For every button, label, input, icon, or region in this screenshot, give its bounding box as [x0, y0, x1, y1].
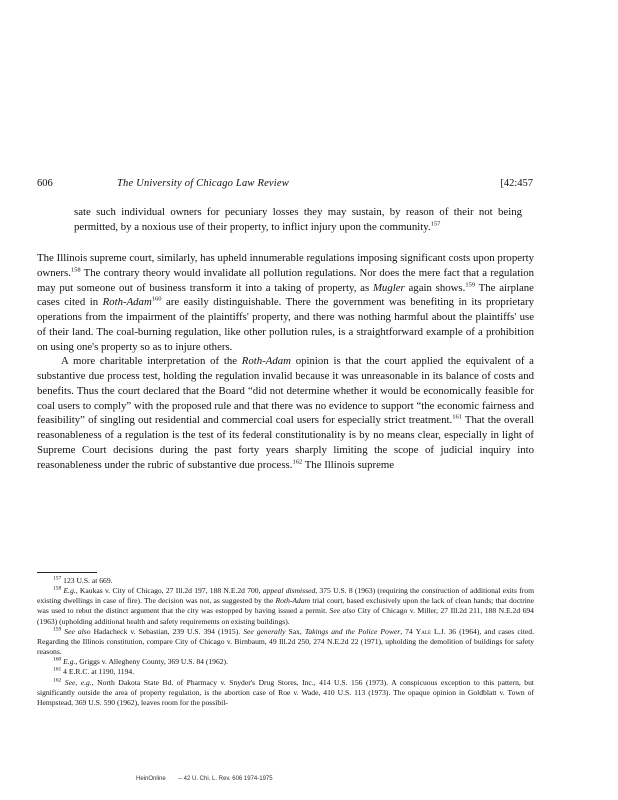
- footnote-divider: [37, 572, 97, 573]
- italic-text: Takings and the Police Power: [304, 626, 401, 636]
- quote-text: sate such individual owners for pecuniary losses they may sustain, by reason of their not being permitted, by a noxious use of their property, to inflict injury upon the community.: [74, 206, 522, 233]
- italic-text: appeal dismissed: [262, 586, 316, 596]
- footnote-text: 123 U.S. at 669.: [63, 576, 113, 585]
- paragraph: [37, 251, 534, 354]
- text-run: A more charitable interpretation of the: [61, 355, 242, 368]
- text-run: The Illinois supreme: [302, 458, 395, 471]
- running-header: [37, 178, 533, 192]
- text-run: The Illinois supreme court, similarly, has upheld innumerable regulations imposing significant costs upon property owners.: [37, 252, 534, 279]
- footnote-item: [37, 627, 534, 657]
- footnote-ref[interactable]: 161: [452, 413, 462, 421]
- footnote-ref[interactable]: 158: [70, 266, 81, 274]
- footnote-item: [37, 576, 534, 586]
- text-run: opinion is that the court applied the equivalent of a substantive due process test, holding the regulation invalid because it was unreasonable in its balance of costs and benefits. Thus the court declared that the Board “did not determine whether it would be economically feasible for coal users to comply” with the proposed rule and that there was no evidence to support “the economic fairness and feasibility” of singling out residential and commercial coal users for especially strict treatment.: [37, 355, 534, 427]
- footer-brand: HeinOnline: [136, 776, 166, 782]
- footnote-text: 36 (1964), and cases cited. Regarding the Illinois constitution, compare City of Chicago v. Birnbaum, 49 Ill.2d 250, 274 N.E.2d 22 (1971), upholding the demolition of buildings for safety reasons.: [37, 626, 534, 657]
- italic-text: E.g.: [63, 586, 76, 596]
- block-quote: [74, 205, 522, 235]
- footnote-text: , Kaukas v. City of Chicago, 27 Ill.2d 197, 188 N.E.2d 700,: [75, 586, 263, 596]
- volume-cite: [42:457: [500, 178, 533, 189]
- page-number: 606: [37, 178, 53, 189]
- footnote-number: 162: [53, 677, 62, 684]
- footnote-text: , 375 U.S. 8 (1963) (requiring the construction of additional exits from existing dwellings in case of fire). The decision was not, as suggested by the: [37, 586, 534, 606]
- footer-reference: -- 42 U. Chi. L. Rev. 606 1974-1975: [178, 776, 273, 782]
- text-run: again shows.: [404, 281, 466, 294]
- italic-text: Roth-Adam: [275, 596, 311, 606]
- footnote-text: Hadacheck v. Sebastian, 239 U.S. 394 (1915).: [90, 626, 244, 636]
- italic-text: See, e.g.: [64, 677, 92, 687]
- italic-text: See also: [329, 606, 356, 616]
- italic-text: E.g.: [63, 657, 76, 667]
- italic-text: See generally: [243, 626, 286, 636]
- text-run: That the overall reasonableness of a regulation is the test of its federal constitutionality is by no means clear, especially in light of Supreme Court decisions during the past forty years sharply limiting the scope of judicial inquiry into reasonableness under the rubric of substantive due process.: [37, 414, 534, 471]
- footnote-text: , North Dakota State Bd. of Pharmacy v. Snyder's Drug Stores, Inc., 414 U.S. 156 (1973). A conspicuous exception to this pattern, but significantly outside the area of property regulation, is the abortion case of Roe v. Wade, 410 U.S. 113 (1973). The opaque opinion in Goldblatt v. Town of Hempstead, 369 U.S. 590 (1962), leaves room for the possibil-: [37, 677, 534, 707]
- footnote-number: 160: [53, 656, 62, 663]
- footnote-text: , 74: [400, 626, 416, 636]
- italic-text: Roth-Adam: [102, 296, 152, 309]
- footnote-item: [37, 657, 534, 667]
- footnote-text: , Griggs v. Allegheny County, 369 U.S. 84 (1962).: [75, 657, 228, 667]
- footnote-ref[interactable]: 160: [151, 295, 162, 303]
- footnote-number: 158: [53, 585, 62, 592]
- text-run: are easily distinguishable. There the government was benefiting in its proprietary operations from the impairment of the plaintiffs' property, and there was nothing harmful about the plaintiffs' use of their land. The coal-burning regulation, like other pollution rules, is a straightforward example of a prohibition on using one's property so as to injure others.: [37, 296, 534, 353]
- footnote-text: trial court, based exclusively upon the lack of clean hands; that doctrine was used to rebut the distinct argument that the city was estopped by having issued a permit.: [37, 596, 535, 616]
- italic-text: See also: [64, 626, 91, 636]
- text-run: The airplane cases cited in: [37, 281, 534, 309]
- text-run: The contrary theory would invalidate all pollution regulations. Nor does the mere fact that a regulation may put someone out of business transform it into a taking of property, as: [37, 266, 534, 294]
- footnote-ref[interactable]: 159: [465, 280, 476, 288]
- footnote-number: 157: [53, 575, 62, 582]
- small-caps-text: Yale L.J.: [415, 626, 446, 636]
- italic-text: Mugler: [372, 281, 405, 294]
- footnote-ref[interactable]: 162: [292, 457, 303, 465]
- footnote-ref[interactable]: 157: [430, 220, 441, 228]
- paragraph: [37, 354, 534, 472]
- footnote-text: City of Chicago v. Miller, 27 Ill.2d 211, 188 N.E.2d 694 (1963) (upholding additional health and safety requirements on existing buildings).: [37, 606, 534, 626]
- footnote-item: [37, 678, 534, 708]
- body-text: [37, 251, 534, 472]
- footnote-item: [37, 667, 534, 677]
- journal-title: The University of Chicago Law Review: [117, 178, 289, 189]
- footnote-text: 4 E.R.C. at 1190, 1194.: [63, 667, 135, 677]
- footnote-number: 159: [53, 626, 62, 633]
- footnote-number: 161: [53, 666, 62, 673]
- italic-text: Roth-Adam: [241, 355, 291, 368]
- footnote-item: [37, 586, 534, 627]
- footnotes: [37, 576, 534, 708]
- footnote-text: Sax,: [285, 626, 305, 636]
